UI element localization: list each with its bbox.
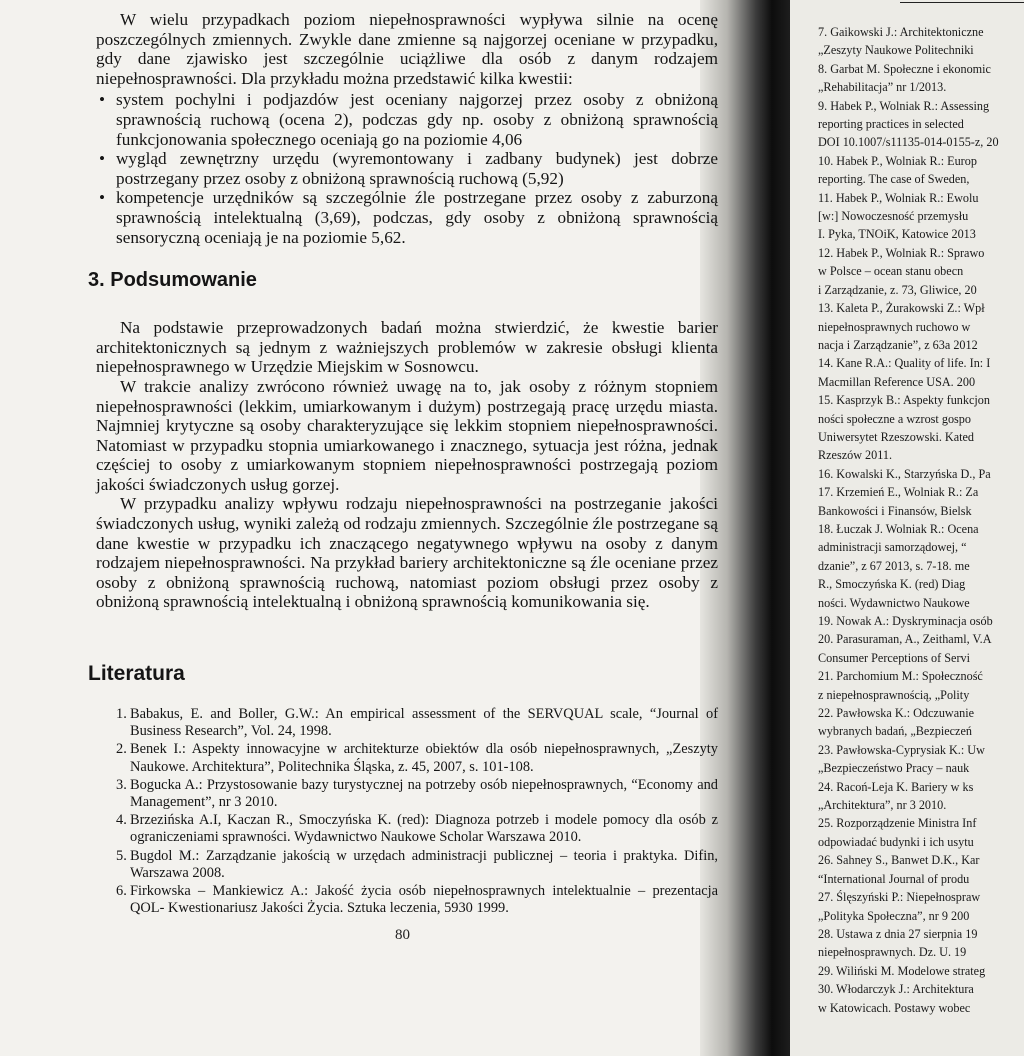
reference-item: 6. Firkowska – Mankiewicz A.: Jakość życia osób niepełnosprawnych intelektualnie – prezentacja QOL- Kwestionariusz Jakości Życia. Sztuka leczenia, 5930 1999. (116, 883, 718, 917)
right-ref-line: 15. Kasprzyk B.: Aspekty funkcjon (818, 393, 990, 408)
right-ref-line: 28. Ustawa z dnia 27 sierpnia 19 (818, 926, 978, 941)
right-ref-line: 27. Ślęszyński P.: Niepełnospraw (818, 890, 981, 905)
section-heading: 3. Podsumowanie (88, 269, 257, 292)
right-ref-line: Uniwersytet Rzeszowski. Kated (818, 429, 975, 444)
right-page-reference-column (818, 23, 1024, 1017)
right-ref-line: „Zeszyty Naukowe Politechniki (818, 43, 974, 58)
right-ref-line: „Rehabilitacja” nr 1/2013. (818, 80, 947, 95)
right-ref-line: 18. Łuczak J. Wolniak R.: Ocena (818, 521, 979, 536)
reference-item: 2. Benek I.: Aspekty innowacyjne w architekturze obiektów dla osób niepełnosprawnych, „Zeszyty Naukowe. Architektura”, Politechnika Śląska, z. 45, 2007, s. 101-108. (116, 741, 718, 775)
right-ref-line: 29. Wiliński M. Modelowe strateg (818, 963, 986, 978)
summary-paragraph: W przypadku analizy wpływu rodzaju niepełnosprawności na postrzeganie jakości świadczonych usług, wyniki zależą od rodzaju zmiennych. Szczególnie źle postrzegane są dane kwestie w przypadku ich znaczącego negatywnego wpływu na osoby z danym rodzajem niepełnosprawności. Na przykład bariery architektoniczne są źle oceniane przez osoby z obniżoną sprawnością ruchową, natomiast poziom obsługi przez osoby z obniżoną sprawnością intelektualną i obniżoną sprawnością komunikowania się. (96, 494, 718, 612)
bullet-item: • kompetencje urzędników są szczególnie źle postrzegane przez osoby z zaburzoną sprawnością intelektualną (3,69), podczas, gdy osoby z obniżoną sprawnością sensoryczną oceniają je na poziomie 5,62. (99, 188, 718, 247)
reference-item: 4. Brzezińska A.I, Kaczan R., Smoczyńska K. (red): Diagnoza potrzeb i modele pomocy dla osób z ograniczeniami sprawności. Wydawnictwo Naukowe Scholar Warszawa 2010. (116, 812, 718, 846)
right-ref-line: 24. Racoń-Leja K. Bariery w ks (818, 779, 974, 794)
right-ref-line: 26. Sahney S., Banwet D.K., Kar (818, 853, 980, 868)
reference-item: 1. Babakus, E. and Boller, G.W.: An empirical assessment of the SERVQUAL scale, “Journal of Business Research”, Vol. 24, 1998. (116, 706, 718, 740)
reference-item: 3. Bogucka A.: Przystosowanie bazy turystycznej na potrzeby osób niepełnosprawnych, “Economy and Management”, nr 3 2010. (116, 776, 718, 811)
right-ref-line: reporting. The case of Sweden, (818, 172, 970, 187)
right-ref-line: ności społeczne a wzrost gospo (818, 411, 971, 426)
summary-paragraph: W trakcie analizy zwrócono również uwagę na to, jak osoby z różnym stopniem niepełnosprawności (lekkim, umiarkowanym i dużym) postrzegają pracę urzędu miasta. Najmniej krytyczne są osoby charakteryzujące się lekkim stopniem niepełnosprawności. Natomiast w przypadku stopnia umiarkowanego i znacznego, sytuacja jest różna, jednak częściej to osoby z umiarkowanym stopniem niepełnosprawności postrzegają poziom jakości świadczonych usług gorzej. (96, 376, 718, 494)
right-ref-line: 30. Włodarczyk J.: Architektura (818, 982, 974, 997)
intro-paragraph: W wielu przypadkach poziom niepełnosprawności wypływa silnie na ocenę poszczególnych zmiennych. Zwykle dane zmienne są najgorzej oceniane w przypadku, gdy dane zjawisko jest szczególnie uciążliwe dla osób z danym rodzajem niepełnosprawności. Dla przykładu można przedstawić kilka kwestii: (96, 10, 718, 88)
right-ref-line: „Polityka Społeczna”, nr 9 200 (818, 908, 970, 923)
right-ref-line: 10. Habek P., Wolniak R.: Europ (818, 153, 977, 168)
right-ref-line: Bankowości i Finansów, Bielsk (818, 503, 972, 518)
right-ref-line: DOI 10.1007/s11135-014-0155-z, 20 (818, 135, 999, 150)
right-ref-line: Consumer Perceptions of Servi (818, 650, 970, 665)
right-ref-line: 11. Habek P., Wolniak R.: Ewolu (818, 190, 979, 205)
right-ref-line: 21. Parchomium M.: Społeczność (818, 669, 983, 684)
right-ref-line: dzanie”, z 67 2013, s. 7-18. me (818, 558, 970, 573)
right-ref-line: 13. Kaleta P., Żurakowski Z.: Wpł (818, 301, 985, 316)
right-ref-line: R., Smoczyńska K. (red) Diag (818, 577, 966, 592)
right-ref-line: 17. Krzemień E., Wolniak R.: Za (818, 485, 979, 500)
reference-item: 5. Bugdol M.: Zarządzanie jakością w urzędach administracji publicznej – teoria i praktyka. Difin, Warszawa 2008. (116, 847, 718, 881)
right-ref-line: “International Journal of produ (818, 871, 970, 886)
right-ref-line: i Zarządzanie, z. 73, Gliwice, 20 (818, 282, 977, 297)
right-ref-line: I. Pyka, TNOiK, Katowice 2013 (818, 227, 976, 242)
right-ref-line: 16. Kowalski K., Starzyńska D., Pa (818, 466, 991, 481)
right-ref-line: niepełnosprawnych ruchowo w (818, 319, 971, 334)
right-ref-line: z niepełnosprawnością, „Polity (818, 687, 970, 702)
right-ref-line: 25. Rozporządzenie Ministra Inf (818, 816, 977, 831)
bullet-item: • wygląd zewnętrzny urzędu (wyremontowany i zadbany budynek) jest dobrze postrzegany przez osoby z obniżoną sprawnością ruchową (5,92) (99, 149, 718, 188)
right-ref-line: Macmillan Reference USA. 200 (818, 374, 976, 389)
right-ref-line: w Polsce – ocean stanu obecn (818, 264, 964, 279)
bullet-item: • system pochylni i podjazdów jest oceniany najgorzej przez osoby z obniżoną sprawnością ruchową (ocena 2), podczas gdy np. osoby z obniżoną sprawnością funkcjonowania społecznego oceniają go na poziomie 4,06 (99, 90, 718, 149)
reference-list (96, 706, 718, 917)
literature-heading: Literatura (88, 662, 185, 686)
right-ref-line: 9. Habek P., Wolniak R.: Assessing (818, 98, 990, 113)
page-number: 80 (395, 927, 410, 943)
right-ref-line: ności. Wydawnictwo Naukowe (818, 595, 970, 610)
right-ref-line: administracji samorządowej, “ (818, 540, 967, 555)
bullet-marker: • (99, 149, 106, 169)
right-ref-line: 14. Kane R.A.: Quality of life. In: I (818, 356, 991, 371)
right-ref-line: w Katowicach. Postawy wobec (818, 1000, 971, 1015)
right-ref-line: 20. Parasuraman, A., Zeithaml, V.A (818, 632, 992, 647)
right-ref-line: „Architektura”, nr 3 2010. (818, 798, 947, 813)
left-page-text (88, 10, 718, 918)
bullet-list (96, 90, 718, 247)
right-ref-line: [w:] Nowoczesność przemysłu (818, 209, 969, 224)
right-ref-line: nacja i Zarządzanie”, z 63a 2012 (818, 337, 978, 352)
summary-paragraph: Na podstawie przeprowadzonych badań można stwierdzić, że kwestie barier architektonicznych są jednym z ważniejszych problemów w zakresie obsługi klienta niepełnosprawnego w Urzędzie Miejskim w Sosnowcu. (96, 318, 718, 377)
right-ref-line: 23. Pawłowska-Cyprysiak K.: Uw (818, 742, 985, 757)
right-ref-line: 7. Gaikowski J.: Architektoniczne (818, 25, 984, 39)
right-ref-line: „Bezpieczeństwo Pracy – nauk (818, 761, 970, 776)
right-ref-line: niepełnosprawnych. Dz. U. 19 (818, 945, 967, 960)
right-ref-line: 12. Habek P., Wolniak R.: Sprawo (818, 245, 985, 260)
right-ref-line: 8. Garbat M. Społeczne i ekonomic (818, 61, 991, 76)
header-rule (900, 2, 1024, 3)
bullet-marker: • (99, 188, 106, 208)
right-ref-line: odpowiadać budynki i ich usytu (818, 834, 974, 849)
bullet-marker: • (99, 90, 106, 110)
right-ref-line: wybranych badań, „Bezpieczeń (818, 724, 972, 739)
right-ref-line: Rzeszów 2011. (818, 448, 893, 463)
right-ref-line: 22. Pawłowska K.: Odczuwanie (818, 706, 975, 721)
right-ref-line: reporting practices in selected (818, 117, 964, 132)
right-ref-line: 19. Nowak A.: Dyskryminacja osób (818, 614, 993, 628)
